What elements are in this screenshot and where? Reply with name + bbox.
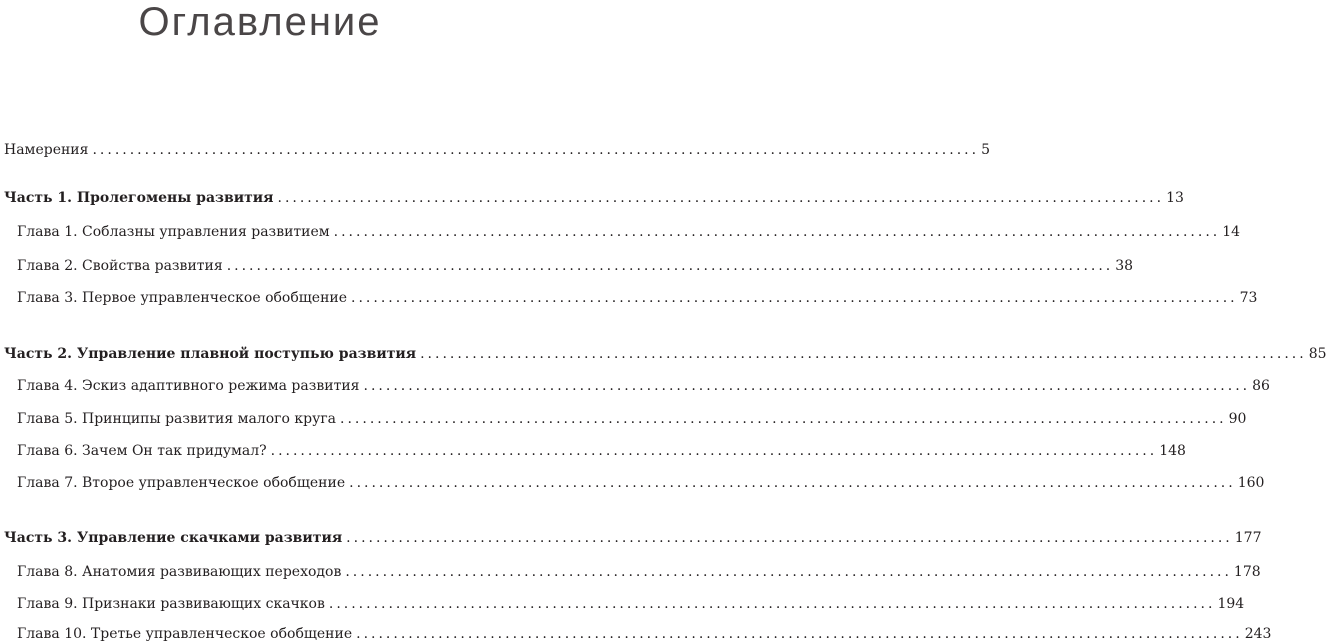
toc-entry-chapter-6[interactable] bbox=[0, 441, 1186, 461]
entry-label: Глава 1. Соблазны управления развитием bbox=[17, 224, 330, 240]
leader-dots: ....................................................................................................................... bbox=[345, 564, 1232, 580]
leader-dots: ....................................................................................................................... bbox=[92, 142, 980, 158]
entry-page: 148 bbox=[1159, 443, 1186, 459]
entry-page: 178 bbox=[1233, 564, 1261, 580]
page-title: Оглавление bbox=[138, 0, 382, 44]
toc-entry-intentions[interactable] bbox=[0, 140, 990, 160]
entry-page: 73 bbox=[1239, 290, 1258, 306]
leader-dots: ....................................................................................................................... bbox=[328, 596, 1216, 612]
leader-dots: ....................................................................................................................... bbox=[270, 443, 1158, 459]
entry-label: Глава 3. Первое управленческое обобщение bbox=[17, 290, 348, 306]
toc-entry-part-2[interactable] bbox=[0, 344, 1327, 364]
entry-page: 38 bbox=[1115, 258, 1134, 274]
entry-label: Глава 4. Эскиз адаптивного режима развития bbox=[17, 378, 360, 394]
entry-label: Глава 6. Зачем Он так придумал? bbox=[17, 443, 267, 459]
leader-dots: ....................................................................................................................... bbox=[346, 530, 1233, 546]
leader-dots: ....................................................................................................................... bbox=[363, 378, 1251, 394]
toc-entry-chapter-10[interactable] bbox=[0, 624, 1272, 644]
leader-dots: ....................................................................................................................... bbox=[277, 190, 1165, 206]
leader-dots: ....................................................................................................................... bbox=[356, 626, 1243, 642]
entry-label: Глава 8. Анатомия развивающих переходов bbox=[17, 564, 342, 580]
entry-label: Часть 1. Пролегомены развития bbox=[4, 190, 274, 206]
entry-label: Глава 2. Свойства развития bbox=[17, 258, 223, 274]
toc-entry-chapter-2[interactable] bbox=[0, 256, 1134, 276]
entry-label: Глава 5. Принципы развития малого круга bbox=[17, 411, 337, 427]
leader-dots: ....................................................................................................................... bbox=[333, 224, 1221, 240]
toc-entry-chapter-4[interactable] bbox=[0, 376, 1270, 396]
toc-entry-part-3[interactable] bbox=[0, 528, 1262, 548]
leader-dots: ....................................................................................................................... bbox=[226, 258, 1114, 274]
entry-page: 243 bbox=[1244, 626, 1272, 642]
toc-entry-chapter-5[interactable] bbox=[0, 409, 1247, 429]
toc-entry-chapter-7[interactable] bbox=[0, 473, 1265, 493]
entry-page: 90 bbox=[1228, 411, 1247, 427]
leader-dots: ....................................................................................................................... bbox=[420, 346, 1307, 362]
entry-page: 160 bbox=[1237, 475, 1265, 491]
toc-entry-part-1[interactable] bbox=[0, 188, 1184, 208]
entry-label: Глава 10. Третье управленческое обобщение bbox=[17, 626, 353, 642]
entry-label: Намерения bbox=[4, 142, 89, 158]
toc-entry-chapter-1[interactable] bbox=[0, 222, 1241, 242]
entry-page: 194 bbox=[1217, 596, 1245, 612]
leader-dots: ....................................................................................................................... bbox=[351, 290, 1238, 306]
entry-label: Глава 9. Признаки развивающих скачков bbox=[17, 596, 325, 612]
entry-label: Часть 2. Управление плавной поступью развития bbox=[4, 346, 417, 362]
toc-entry-chapter-8[interactable] bbox=[0, 562, 1261, 582]
leader-dots: ....................................................................................................................... bbox=[349, 475, 1236, 491]
leader-dots: ....................................................................................................................... bbox=[340, 411, 1227, 427]
entry-page: 14 bbox=[1222, 224, 1241, 240]
entry-label: Глава 7. Второе управленческое обобщение bbox=[17, 475, 346, 491]
toc-entry-chapter-3[interactable] bbox=[0, 288, 1258, 308]
toc-entry-chapter-9[interactable] bbox=[0, 594, 1245, 614]
entry-page: 5 bbox=[981, 142, 990, 158]
entry-page: 177 bbox=[1234, 530, 1262, 546]
entry-label: Часть 3. Управление скачками развития bbox=[4, 530, 343, 546]
entry-page: 86 bbox=[1252, 378, 1270, 394]
entry-page: 85 bbox=[1308, 346, 1327, 362]
entry-page: 13 bbox=[1166, 190, 1184, 206]
